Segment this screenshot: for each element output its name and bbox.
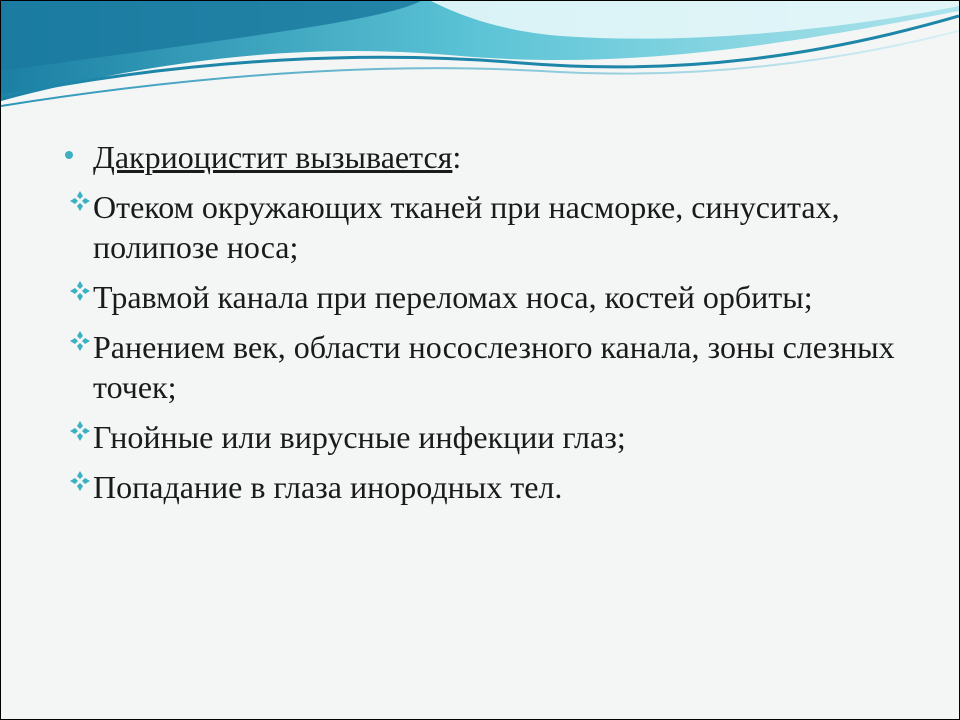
slide <box>1 1 959 719</box>
diamond-clover-icon <box>69 330 91 352</box>
heading-text: Дакриоцистит вызывается <box>93 139 453 175</box>
heading-item <box>65 137 905 177</box>
diamond-clover-icon <box>69 190 91 212</box>
dot-icon <box>65 151 73 159</box>
list-item-text: Травмой канала при переломах носа, костей орбиты; <box>93 279 813 315</box>
diamond-clover-icon <box>69 420 91 442</box>
diamond-clover-icon <box>69 280 91 302</box>
list-item-text: Попадание в глаза инородных тел. <box>93 469 563 505</box>
heading-colon: : <box>452 139 462 175</box>
list-item <box>65 187 905 267</box>
list-item-text: Отеком окружающих тканей при насморке, синуситах, полипозе носа; <box>93 189 840 265</box>
list-item <box>65 277 905 317</box>
diamond-clover-icon <box>69 470 91 492</box>
list-item-text: Ранением век, области носослезного канала, зоны слезных точек; <box>93 329 895 405</box>
list-item <box>65 417 905 457</box>
header-wave-decoration <box>1 1 959 111</box>
list-item <box>65 467 905 507</box>
list-item <box>65 327 905 407</box>
list-item-text: Гнойные или вирусные инфекции глаз; <box>93 419 626 455</box>
bullet-list <box>65 137 905 517</box>
